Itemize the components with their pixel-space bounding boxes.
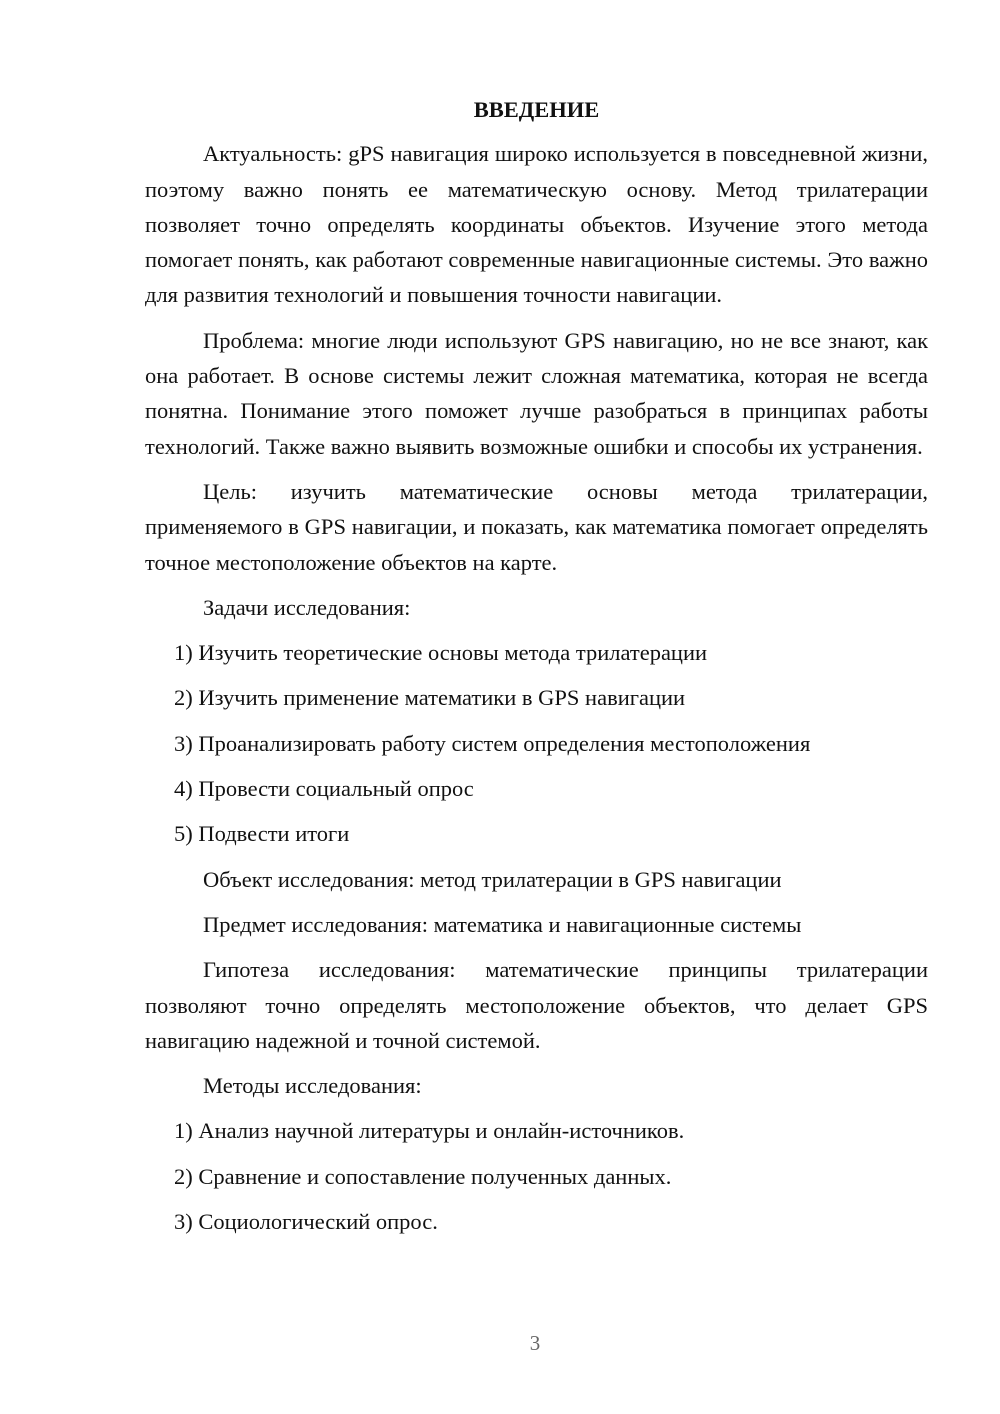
task-item: 2) Изучить применение математики в GPS навигации — [174, 685, 686, 711]
task-item: 4) Провести социальный опрос — [174, 776, 474, 802]
page-number: 3 — [529, 1331, 541, 1355]
paragraph-goal: Цель: изучить математические основы метода трилатерации, применяемого в GPS навигации, и показать, как математика помогает определять точное местоположение объектов на карте. — [145, 478, 928, 575]
paragraph-object: Объект исследования: метод трилатерации в GPS навигации — [203, 866, 782, 892]
method-item: 3) Социологический опрос. — [174, 1209, 438, 1235]
task-item: 5) Подвести итоги — [174, 821, 350, 847]
paragraph-problem: Проблема: многие люди используют GPS навигацию, но не все знают, как она работает. В основе системы лежит сложная математика, которая не всегда понятна. Понимание этого поможет лучше разобраться в принципах работы технологий. Также важно выявить возможные ошибки и способы их устранения. — [145, 327, 928, 459]
paragraph-subject: Предмет исследования: математика и навигационные системы — [203, 911, 802, 937]
task-item: 1) Изучить теоретические основы метода трилатерации — [174, 640, 708, 666]
paragraph-relevance: Актуальность: gPS навигация широко используется в повседневной жизни, поэтому важно понять ее математическую основу. Метод трилатерации позволяет точно определять координаты объектов. Изучение этого метода помогает понять, как работают современные навигационные системы. Это важно для развития технологий и повышения точности навигации. — [145, 141, 928, 308]
method-item: 2) Сравнение и сопоставление полученных данных. — [174, 1163, 672, 1189]
section-heading: ВВЕДЕНИЕ — [473, 97, 600, 122]
method-item: 1) Анализ научной литературы и онлайн-источников. — [174, 1118, 685, 1144]
paragraph-hypothesis: Гипотеза исследования: математические принципы трилатерации позволяют точно определять местоположение объектов, что делает GPS навигацию надежной и точной системой. — [145, 957, 928, 1053]
page-content — [145, 92, 928, 1249]
task-item: 3) Проанализировать работу систем определения местоположения — [174, 730, 811, 756]
methods-title: Методы исследования: — [203, 1073, 422, 1099]
tasks-title: Задачи исследования: — [203, 594, 411, 620]
